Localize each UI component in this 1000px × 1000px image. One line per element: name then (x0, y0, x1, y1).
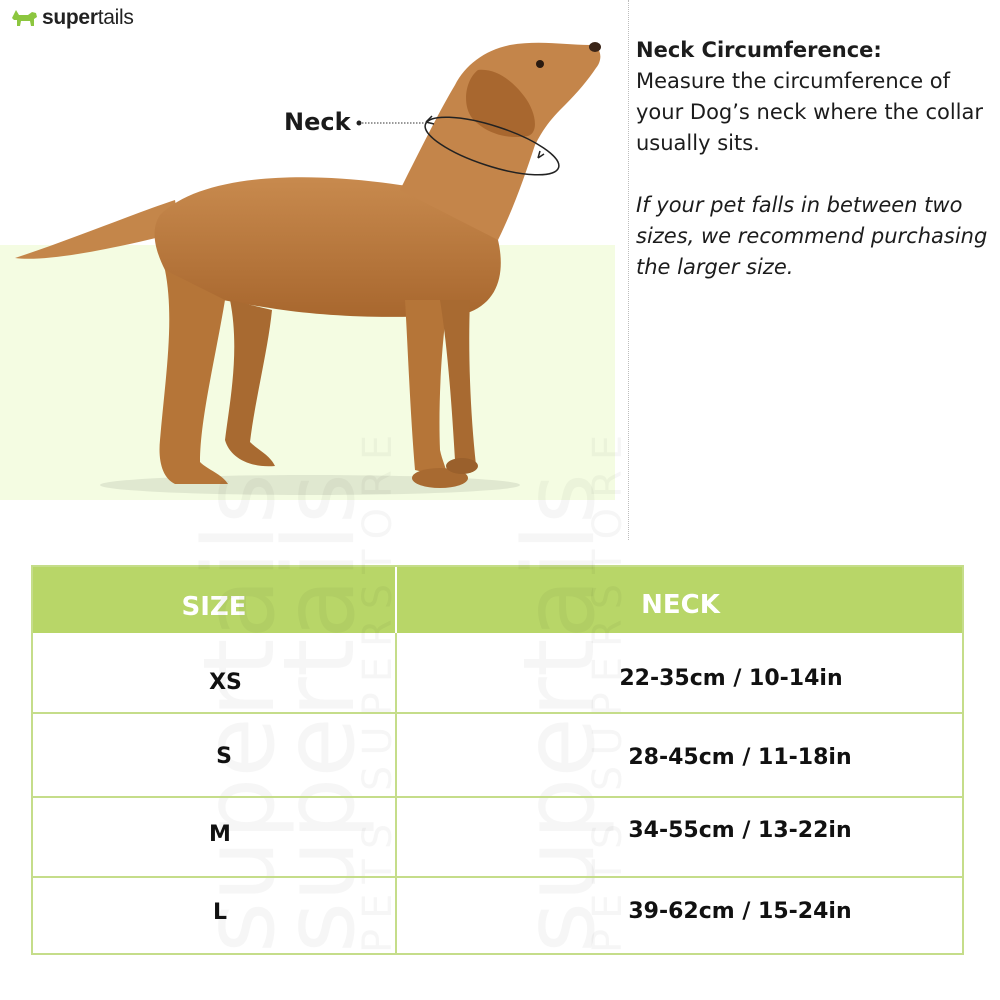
dog-illustration (0, 0, 615, 500)
size-chart-table (31, 565, 964, 955)
neck-label: Neck (284, 108, 351, 136)
measurement-instructions (636, 35, 991, 283)
row-divider (33, 796, 962, 798)
row-size: S (216, 744, 232, 769)
row-divider (33, 876, 962, 878)
row-size: XS (209, 670, 242, 695)
info-title: Neck Circumference: (636, 38, 882, 62)
info-description: Measure the circumference of your Dog’s neck where the collar usually sits. (636, 69, 984, 155)
row-neck: 34-55cm / 13-22in (628, 818, 852, 843)
row-neck: 22-35cm / 10-14in (619, 666, 843, 691)
row-size: L (212, 900, 228, 925)
row-size: M (209, 822, 231, 847)
dotted-divider (628, 0, 629, 540)
row-neck: 39-62cm / 15-24in (628, 899, 852, 924)
header-neck: NECK (641, 590, 720, 620)
row-divider (33, 712, 962, 714)
dog-photo (0, 0, 615, 500)
row-neck: 28-45cm / 11-18in (628, 745, 852, 770)
header-size: SIZE (181, 592, 247, 622)
info-note: If your pet falls in between two sizes, we recommend purchasing the larger size. (636, 193, 988, 279)
table-header (33, 567, 962, 633)
logo-text: supertails (42, 6, 134, 29)
